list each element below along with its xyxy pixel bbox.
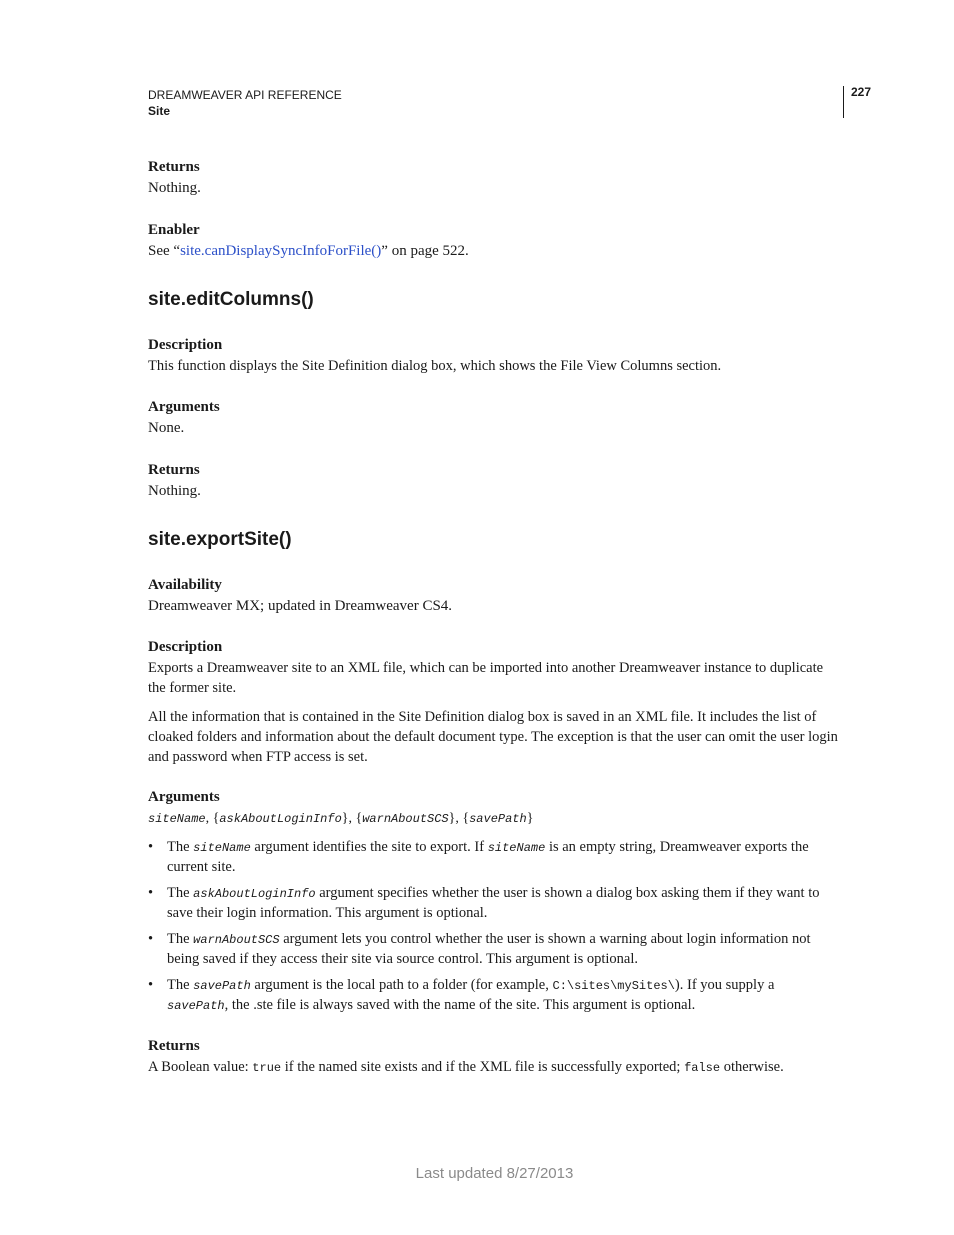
export-site-heading: site.exportSite()	[148, 529, 292, 550]
bullet-text: The	[167, 885, 194, 901]
bullet-arg: savePath	[193, 979, 251, 993]
export-site-description-p2: All the information that is contained in the Site Definition dialog box is saved in an XML file. It includes the list of cloaked folders and information about the default document type. The exception is that the user can omit the user login and password when FTP access is set.	[148, 709, 838, 765]
edit-columns-arguments-label: Arguments	[148, 399, 220, 415]
bullet-code: C:\sites\mySites\	[552, 979, 675, 993]
bullet-body	[167, 930, 838, 969]
edit-columns-heading: site.editColumns()	[148, 289, 314, 310]
export-site-signature	[148, 809, 533, 829]
edit-columns-description-text: This function displays the Site Definition dialog box, which shows the File View Columns section.	[148, 358, 722, 374]
sig-arg-askaboutlogininfo: askAboutLoginInfo	[219, 812, 342, 826]
bullet-arg: savePath	[167, 999, 225, 1013]
sig-arg-sitename: siteName	[148, 812, 206, 826]
bullet-text: The	[167, 839, 194, 855]
list-item	[148, 930, 838, 969]
enabler-label: Enabler	[148, 222, 200, 238]
bullet-mark: •	[148, 885, 154, 901]
bullet-text: argument lets you control whether the user is shown a warning about login information not being saved if they access their site via source control. This argument is optional.	[167, 931, 811, 967]
sig-sep-2: }, {	[341, 811, 363, 826]
export-site-description-p1: Exports a Dreamweaver site to an XML file, which can be imported into another Dreamweaver instance to duplicate the former site.	[148, 660, 824, 696]
enabler-text	[148, 241, 469, 261]
enabler-link[interactable]: site.canDisplaySyncInfoForFile()	[180, 243, 382, 259]
bullet-mark: •	[148, 839, 154, 855]
bullet-mark: •	[148, 931, 154, 947]
returns-label: Returns	[148, 159, 200, 175]
bullet-body	[167, 838, 838, 877]
list-item	[148, 976, 838, 1016]
bullet-mark: •	[148, 977, 154, 993]
export-site-description-label: Description	[148, 639, 223, 655]
bullet-arg: warnAboutSCS	[193, 933, 280, 947]
list-item	[148, 838, 838, 877]
doc-title: DREAMWEAVER API REFERENCE	[148, 88, 342, 102]
running-header	[148, 87, 342, 119]
bullet-text: is an empty string, Dreamweaver exports the current site.	[167, 839, 809, 875]
returns-mid: if the named site exists and if the XML file is successfully exported;	[281, 1059, 685, 1075]
export-site-returns-label: Returns	[148, 1038, 200, 1054]
bullet-body	[167, 976, 838, 1016]
enabler-see: See “	[148, 243, 181, 259]
edit-columns-returns-text: Nothing.	[148, 483, 201, 499]
bullet-body	[167, 884, 838, 923]
bullet-text: The	[167, 977, 194, 993]
returns-true-code: true	[252, 1061, 282, 1075]
export-site-returns-text	[148, 1057, 838, 1078]
bullet-arg: askAboutLoginInfo	[193, 887, 316, 901]
bullet-arg: siteName	[193, 841, 251, 855]
page-number: 227	[851, 85, 872, 99]
returns-post: otherwise.	[720, 1059, 784, 1075]
enabler-suffix: ” on page 522.	[381, 243, 469, 259]
edit-columns-description-label: Description	[148, 337, 223, 353]
edit-columns-arguments-text: None.	[148, 420, 185, 436]
sig-arg-warnaboutscs: warnAboutSCS	[362, 812, 449, 826]
export-site-availability-label: Availability	[148, 577, 222, 593]
sig-sep-3: }, {	[448, 811, 470, 826]
sig-sep-1: , {	[205, 811, 220, 826]
returns-pre: A Boolean value:	[148, 1059, 253, 1075]
bullet-arg: siteName	[487, 841, 546, 855]
edit-columns-returns-label: Returns	[148, 462, 200, 478]
export-site-arguments-label: Arguments	[148, 789, 220, 805]
bullet-text: argument is the local path to a folder (for example,	[250, 977, 553, 993]
returns-false-code: false	[684, 1061, 721, 1075]
bullet-text: The	[167, 931, 194, 947]
page-number-rule	[843, 86, 844, 118]
section-name: Site	[148, 104, 171, 118]
list-item	[148, 884, 838, 923]
sig-end: }	[526, 811, 534, 826]
bullet-text: argument identifies the site to export. If	[250, 839, 488, 855]
footer-last-updated: Last updated 8/27/2013	[415, 1165, 574, 1182]
sig-arg-savepath: savePath	[469, 812, 527, 826]
bullet-text: argument specifies whether the user is shown a dialog box asking them if they want to save their login information. This argument is optional.	[167, 885, 820, 921]
returns-text: Nothing.	[148, 180, 201, 196]
bullet-text: , the .ste file is always saved with the name of the site. This argument is optional.	[224, 997, 696, 1013]
export-site-availability-text: Dreamweaver MX; updated in Dreamweaver CS4.	[148, 598, 453, 614]
bullet-text: ). If you supply a	[674, 977, 775, 993]
